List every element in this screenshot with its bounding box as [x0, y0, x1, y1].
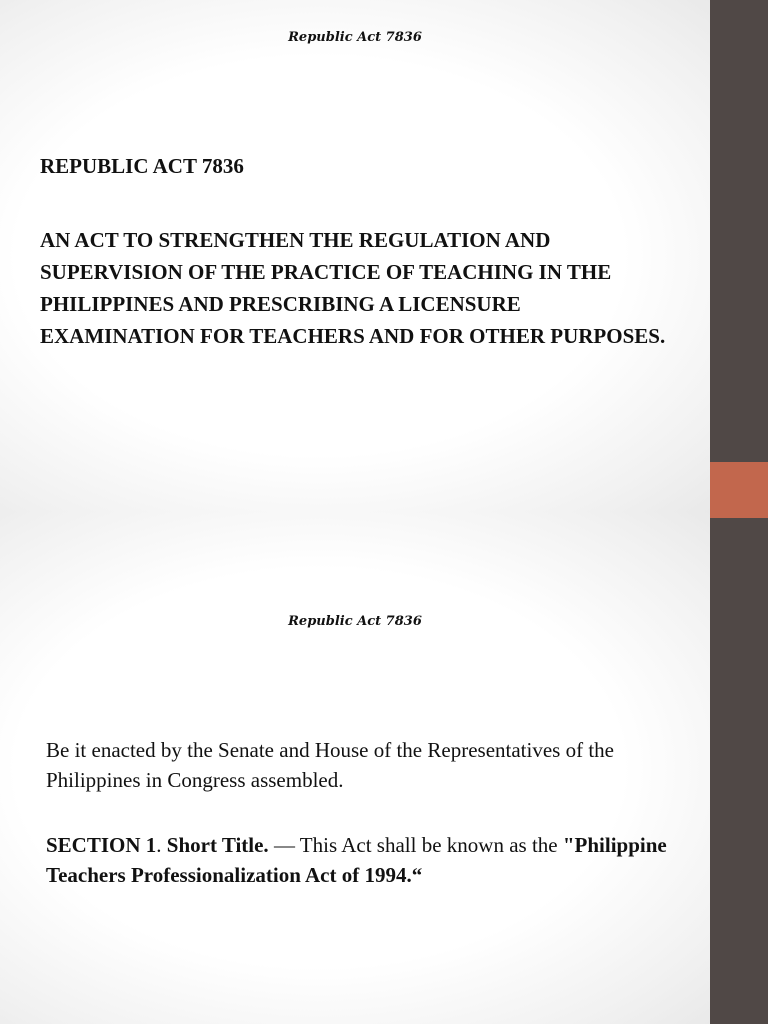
section-text: — This Act shall be known as the: [268, 833, 563, 857]
slide-header: Republic Act 7836: [288, 30, 422, 45]
slide-header: Republic Act 7836: [288, 614, 422, 629]
act-number-heading: REPUBLIC ACT 7836: [40, 154, 244, 178]
side-bar-bottom: [710, 518, 768, 1024]
section-heading: Short Title.: [166, 833, 269, 857]
section-separator: .: [156, 833, 167, 857]
enacting-clause: Be it enacted by the Senate and House of the Representatives of the Philippines in Congress assembled.: [46, 738, 614, 792]
section-number: SECTION 1: [46, 833, 157, 857]
side-bar-top: [710, 0, 768, 462]
short-title: "Philippine Teachers Professionalization Act of 1994.“: [46, 833, 667, 887]
act-title: AN ACT TO STRENGTHEN THE REGULATION AND SUPERVISION OF THE PRACTICE OF TEACHING IN THE PHILIPPINES AND PRESCRIBING A LICENSURE EXAMINATION FOR TEACHERS AND FOR OTHER PURPOSES.: [40, 228, 666, 348]
section-1: [46, 830, 696, 890]
slide-1: [0, 0, 710, 512]
side-bar-accent: [710, 462, 768, 518]
slide-2: [0, 512, 710, 1024]
